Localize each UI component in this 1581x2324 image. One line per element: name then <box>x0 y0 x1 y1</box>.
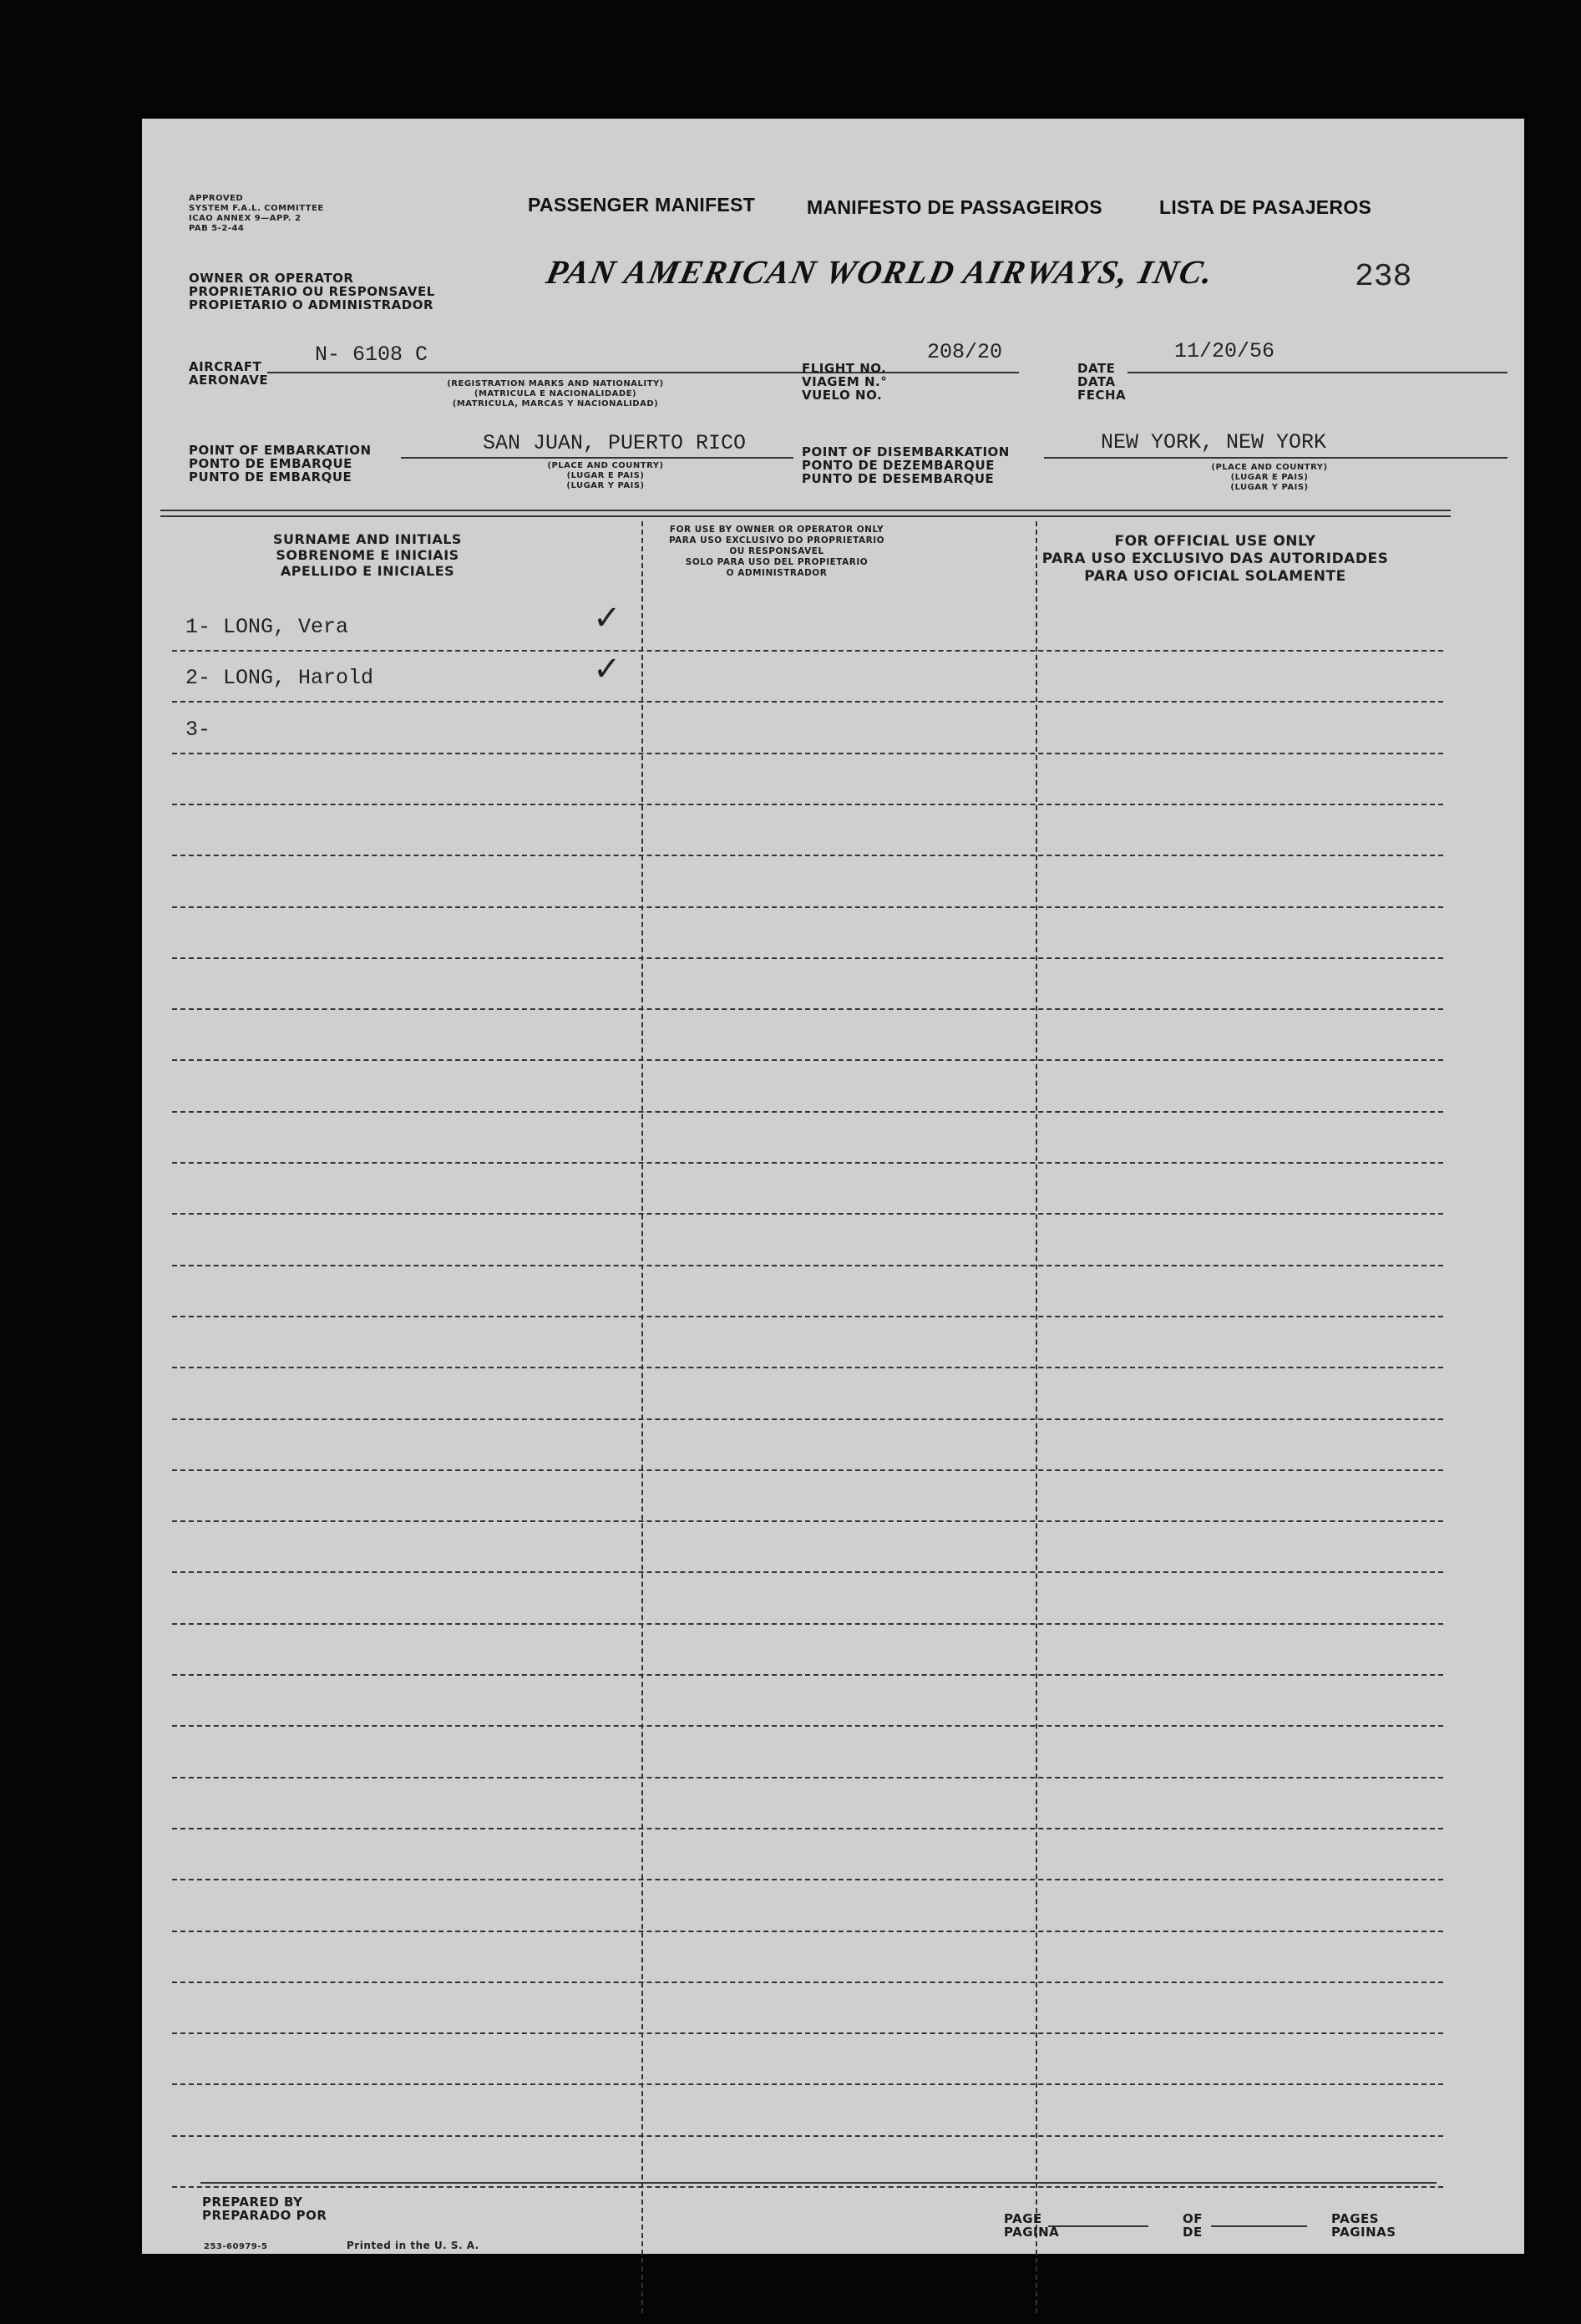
table-row-line <box>172 2135 1443 2137</box>
passenger-number: 3- <box>185 718 211 742</box>
surname-header-line: APELLIDO E INICIALES <box>280 563 455 579</box>
date-value: 11/20/56 <box>1174 339 1275 363</box>
page-label: PAGINA <box>1004 2225 1060 2240</box>
passenger-name: LONG, Vera <box>223 615 349 639</box>
approval-line: ICAO ANNEX 9—APP. 2 <box>189 214 302 223</box>
embarkation-sublabel: (LUGAR Y PAIS) <box>566 481 645 490</box>
official-use-header-line: PARA USO EXCLUSIVO DAS AUTORIDADES <box>1041 551 1389 567</box>
date-underline <box>1127 372 1508 373</box>
disembarkation-label: POINT OF DISEMBARKATION <box>802 444 1010 459</box>
passenger-entry <box>185 666 373 690</box>
surname-header-line: SOBRENOME E INICIAIS <box>276 547 459 563</box>
table-row-line <box>172 1008 1443 1010</box>
table-row-line <box>172 701 1443 703</box>
table-row-line <box>172 1265 1443 1266</box>
table-row-line <box>172 1931 1443 1932</box>
prepared-by-block <box>202 2195 327 2222</box>
aircraft-sublabel: (REGISTRATION MARKS AND NATIONALITY) <box>447 379 664 388</box>
table-top-rule-2 <box>160 515 1451 517</box>
embarkation-underline <box>401 457 793 459</box>
official-use-header-line: FOR OFFICIAL USE ONLY <box>1114 533 1316 550</box>
footer-rule <box>200 2182 1437 2184</box>
table-top-rule <box>160 510 1451 511</box>
embarkation-label: PONTO DE EMBARQUE <box>189 456 352 471</box>
owner-use-header-line: SOLO PARA USO DEL PROPIETARIO <box>685 557 869 567</box>
table-row-line <box>172 1520 1443 1522</box>
page-label: PAGE <box>1004 2211 1042 2226</box>
disembarkation-value: NEW YORK, NEW YORK <box>1101 430 1327 454</box>
passenger-number: 1- <box>185 615 211 639</box>
disembarkation-sublabel: (LUGAR Y PAIS) <box>1230 483 1309 492</box>
date-labels <box>1077 362 1126 402</box>
embarkation-label: POINT OF EMBARKATION <box>189 443 372 458</box>
table-row-line <box>172 1777 1443 1779</box>
aircraft-sublabel: (MATRICULA E NACIONALIDADE) <box>474 389 637 398</box>
owner-use-header-line: FOR USE BY OWNER OR OPERATOR ONLY <box>669 525 884 535</box>
sheet-number: 238 <box>1355 259 1412 295</box>
table-row-line <box>172 1111 1443 1113</box>
of-label: DE <box>1183 2225 1203 2240</box>
flight-underline <box>894 372 1019 373</box>
flight-label: VIAGEM N.° <box>802 374 888 389</box>
embarkation-label: PUNTO DE EMBARQUE <box>189 469 352 485</box>
table-row-line <box>172 906 1443 908</box>
airline-name: PAN AMERICAN WORLD AIRWAYS, INC. <box>543 253 1219 291</box>
embarkation-labels <box>189 444 372 484</box>
passenger-entry <box>185 718 210 742</box>
table-row-line <box>172 753 1443 754</box>
pages-label: PAGINAS <box>1331 2225 1396 2240</box>
disembarkation-sublabel: (LUGAR E PAIS) <box>1230 473 1309 482</box>
table-row-line <box>172 804 1443 805</box>
aircraft-value: N- 6108 C <box>315 343 428 367</box>
table-row-line <box>172 1828 1443 1829</box>
table-row-line <box>172 1162 1443 1164</box>
aircraft-sublabel: (MATRICULA, MARCAS Y NACIONALIDAD) <box>452 399 659 408</box>
disembarkation-underline <box>1044 457 1508 459</box>
embarkation-value: SAN JUAN, PUERTO RICO <box>483 431 747 455</box>
title-en: PASSENGER MANIFEST <box>528 194 756 216</box>
owner-use-header-line: PARA USO EXCLUSIVO DO PROPRIETARIO <box>668 535 885 545</box>
table-row-line <box>172 1316 1443 1317</box>
aircraft-labels <box>189 360 268 387</box>
table-row-line <box>172 2032 1443 2034</box>
disembarkation-labels <box>802 445 1010 485</box>
check-mark-icon: ✓ <box>593 599 621 637</box>
embarkation-sublabels <box>509 461 702 491</box>
of-label-block <box>1183 2212 1203 2239</box>
column-divider <box>641 521 643 2313</box>
passenger-entry <box>185 615 348 639</box>
surname-column-header <box>242 531 493 579</box>
official-use-header-line: PARA USO OFICIAL SOLAMENTE <box>1084 568 1346 585</box>
table-row-line <box>172 957 1443 959</box>
table-row-line <box>172 2186 1443 2188</box>
flight-label: VUELO NO. <box>802 388 883 403</box>
prepared-by-label: PREPARADO POR <box>202 2208 327 2223</box>
prepared-by-label: PREPARED BY <box>202 2195 303 2210</box>
owner-label-block <box>189 271 435 312</box>
aircraft-label: AERONAVE <box>189 373 269 388</box>
table-row-line <box>172 1981 1443 1983</box>
owner-use-header-line: OU RESPONSAVEL <box>729 546 824 556</box>
owner-use-column-header <box>643 525 910 579</box>
title-es: LISTA DE PASAJEROS <box>1159 196 1372 218</box>
aircraft-label: AIRCRAFT <box>189 359 262 374</box>
table-row-line <box>172 1469 1443 1471</box>
embarkation-sublabel: (PLACE AND COUNTRY) <box>547 461 664 470</box>
aircraft-sublabels <box>380 379 731 409</box>
pages-label-block <box>1331 2212 1396 2239</box>
table-row-line <box>172 1367 1443 1368</box>
owner-label: OWNER OR OPERATOR <box>189 271 354 286</box>
date-label: DATE <box>1077 361 1116 376</box>
of-label: OF <box>1183 2211 1203 2226</box>
disembarkation-label: PUNTO DE DESEMBARQUE <box>802 471 995 486</box>
manifest-sheet <box>142 119 1524 2254</box>
owner-use-header-line: O ADMINISTRADOR <box>726 568 828 578</box>
table-row-line <box>172 855 1443 856</box>
pages-label: PAGES <box>1331 2211 1380 2226</box>
passenger-name: LONG, Harold <box>223 666 374 690</box>
table-row-line <box>172 1213 1443 1215</box>
table-row-line <box>172 1418 1443 1420</box>
table-row-line <box>172 1059 1443 1061</box>
passenger-number: 2- <box>185 666 211 690</box>
flight-labels <box>802 362 887 402</box>
printed-label: Printed in the U. S. A. <box>347 2240 479 2251</box>
owner-label: PROPRIETARIO OU RESPONSAVEL <box>189 284 435 299</box>
embarkation-sublabel: (LUGAR E PAIS) <box>566 471 645 480</box>
title-pt: MANIFESTO DE PASSAGEIROS <box>807 196 1102 218</box>
table-row-line <box>172 2083 1443 2085</box>
table-row-line <box>172 1725 1443 1727</box>
approval-line: PAB 5-2-44 <box>189 224 245 233</box>
disembarkation-sublabel: (PLACE AND COUNTRY) <box>1211 463 1328 472</box>
official-use-column-header <box>1031 533 1399 586</box>
table-row-line <box>172 1674 1443 1676</box>
owner-label: PROPIETARIO O ADMINISTRADOR <box>189 297 434 312</box>
date-label: DATA <box>1077 374 1116 389</box>
surname-header-line: SURNAME AND INITIALS <box>273 531 462 547</box>
flight-value: 208/20 <box>927 340 1003 364</box>
table-row-line <box>172 650 1443 652</box>
column-divider <box>1036 521 1037 2313</box>
table-row-line <box>172 1879 1443 1880</box>
table-row-line <box>172 1571 1443 1573</box>
form-number: 253-60979-5 <box>204 2242 268 2251</box>
flight-label: FLIGHT NO. <box>802 361 887 376</box>
date-label: FECHA <box>1077 388 1127 403</box>
approval-line: APPROVED <box>189 194 244 203</box>
disembarkation-label: PONTO DE DEZEMBARQUE <box>802 458 995 473</box>
check-mark-icon: ✓ <box>593 650 621 688</box>
approval-line: SYSTEM F.A.L. COMMITTEE <box>189 204 324 213</box>
of-underline <box>1211 2225 1307 2227</box>
disembarkation-sublabels <box>1169 463 1370 493</box>
page-underline <box>1048 2225 1148 2227</box>
table-row-line <box>172 1623 1443 1625</box>
approval-block <box>189 194 324 234</box>
